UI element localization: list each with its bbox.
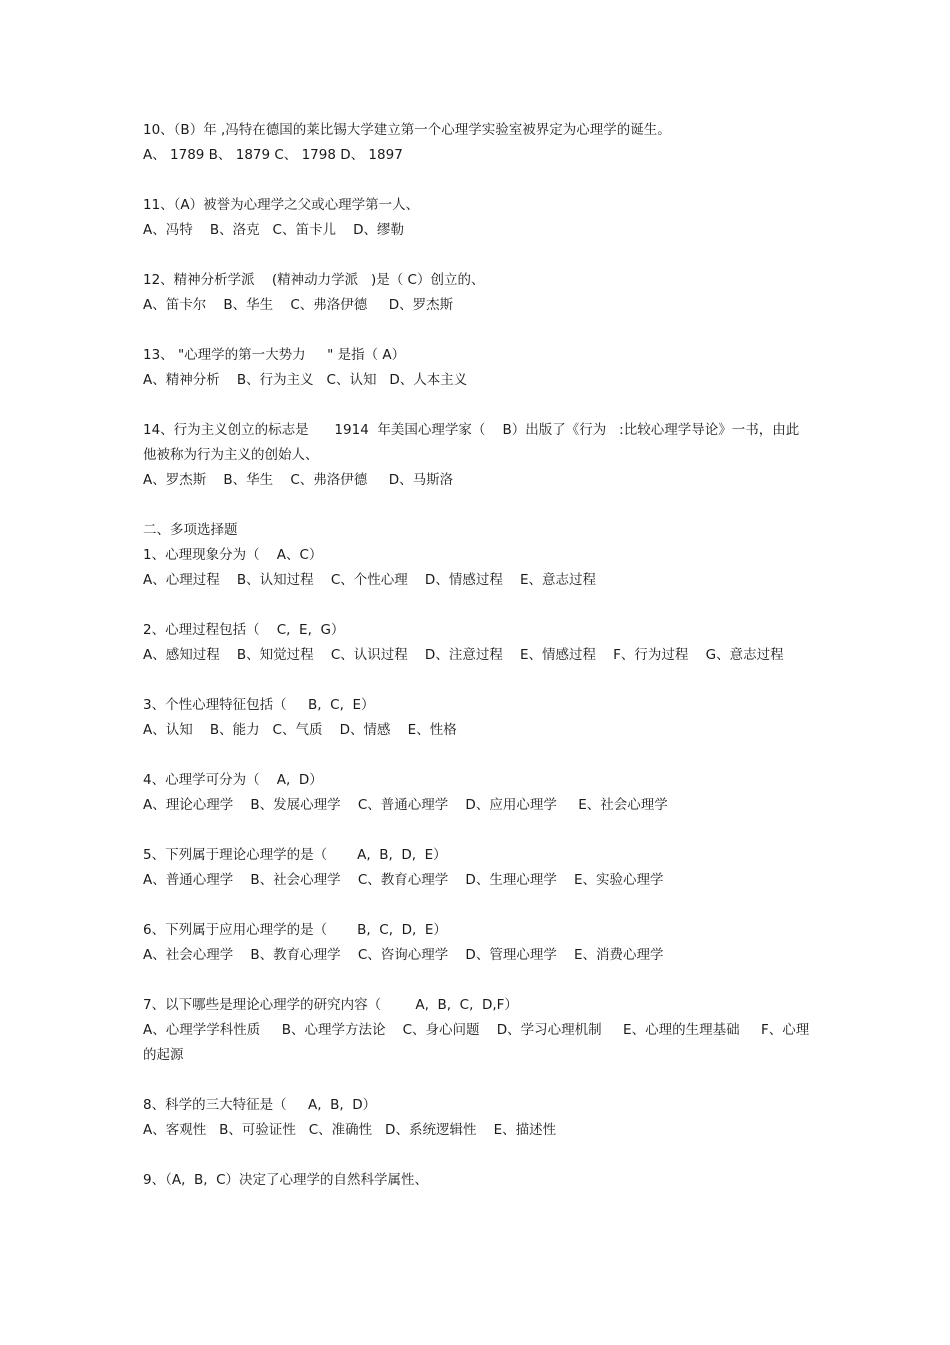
question-block	[143, 693, 811, 743]
question-stem: 6、下列属于应用心理学的是（ B, C, D, E）	[143, 922, 447, 938]
question-options: A、冯特 B、洛克 C、笛卡儿 D、缪勒	[143, 222, 405, 238]
question-options: A、心理过程 B、认知过程 C、个性心理 D、情感过程 E、意志过程	[143, 572, 597, 588]
question-options: A、精神分析 B、行为主义 C、认知 D、人本主义	[143, 372, 468, 388]
section-heading: 二、多项选择题	[143, 522, 238, 538]
question-block	[143, 918, 811, 968]
question-stem: 1、心理现象分为（ A、C）	[143, 547, 323, 563]
question-stem: 8、科学的三大特征是（ A, B, D）	[143, 1097, 377, 1113]
question-stem: 12、精神分析学派 (精神动力学派 )是（ C）创立的、	[143, 272, 485, 288]
question-block	[143, 993, 811, 1068]
question-stem: 14、行为主义创立的标志是 1914 年美国心理学家（ B）出版了《行为 :比较心理学导论》一书，由此他被称为行为主义的创始人、	[143, 422, 800, 463]
question-block	[143, 118, 811, 168]
question-options: A、笛卡尔 B、华生 C、弗洛伊德 D、罗杰斯	[143, 297, 454, 313]
question-stem: 4、心理学可分为（ A, D）	[143, 772, 323, 788]
question-options: A、普通心理学 B、社会心理学 C、教育心理学 D、生理心理学 E、实验心理学	[143, 872, 664, 888]
question-options: A、理论心理学 B、发展心理学 C、普通心理学 D、应用心理学 E、社会心理学	[143, 797, 668, 813]
question-stem: 5、下列属于理论心理学的是（ A, B, D, E）	[143, 847, 447, 863]
question-options: A、罗杰斯 B、华生 C、弗洛伊德 D、马斯洛	[143, 472, 454, 488]
question-options: A、感知过程 B、知觉过程 C、认识过程 D、注意过程 E、情感过程 F、行为过程 G、意志过程	[143, 647, 784, 663]
question-stem: 3、个性心理特征包括（ B, C, E）	[143, 697, 375, 713]
question-stem: 11、（A）被誉为心理学之父或心理学第一人、	[143, 197, 420, 213]
question-options: A、 1789 B、 1879 C、 1798 D、 1897	[143, 147, 403, 163]
question-block	[143, 268, 811, 318]
question-block	[143, 343, 811, 393]
question-block	[143, 543, 811, 593]
question-block	[143, 418, 811, 493]
question-block	[143, 768, 811, 818]
question-options: A、心理学学科性质 B、心理学方法论 C、身心问题 D、学习心理机制 E、心理的生理基础 F、心理的起源	[143, 1022, 810, 1063]
question-block	[143, 1168, 811, 1193]
document-page	[143, 118, 811, 1218]
question-stem: 9、（A, B, C）决定了心理学的自然科学属性、	[143, 1172, 429, 1188]
question-stem: 7、以下哪些是理论心理学的研究内容（ A, B, C, D,F）	[143, 997, 518, 1013]
question-options: A、认知 B、能力 C、气质 D、情感 E、性格	[143, 722, 457, 738]
question-block	[143, 843, 811, 893]
question-block	[143, 1093, 811, 1143]
question-block	[143, 193, 811, 243]
question-stem: 13、 "心理学的第一大势力 " 是指（ A）	[143, 347, 406, 363]
question-stem: 10、（B）年 ,冯特在德国的莱比锡大学建立第一个心理学实验室被界定为心理学的诞生。	[143, 122, 671, 138]
question-options: A、客观性 B、可验证性 C、准确性 D、系统逻辑性 E、描述性	[143, 1122, 557, 1138]
question-stem: 2、心理过程包括（ C, E, G）	[143, 622, 345, 638]
question-options: A、社会心理学 B、教育心理学 C、咨询心理学 D、管理心理学 E、消费心理学	[143, 947, 664, 963]
question-block	[143, 618, 811, 668]
